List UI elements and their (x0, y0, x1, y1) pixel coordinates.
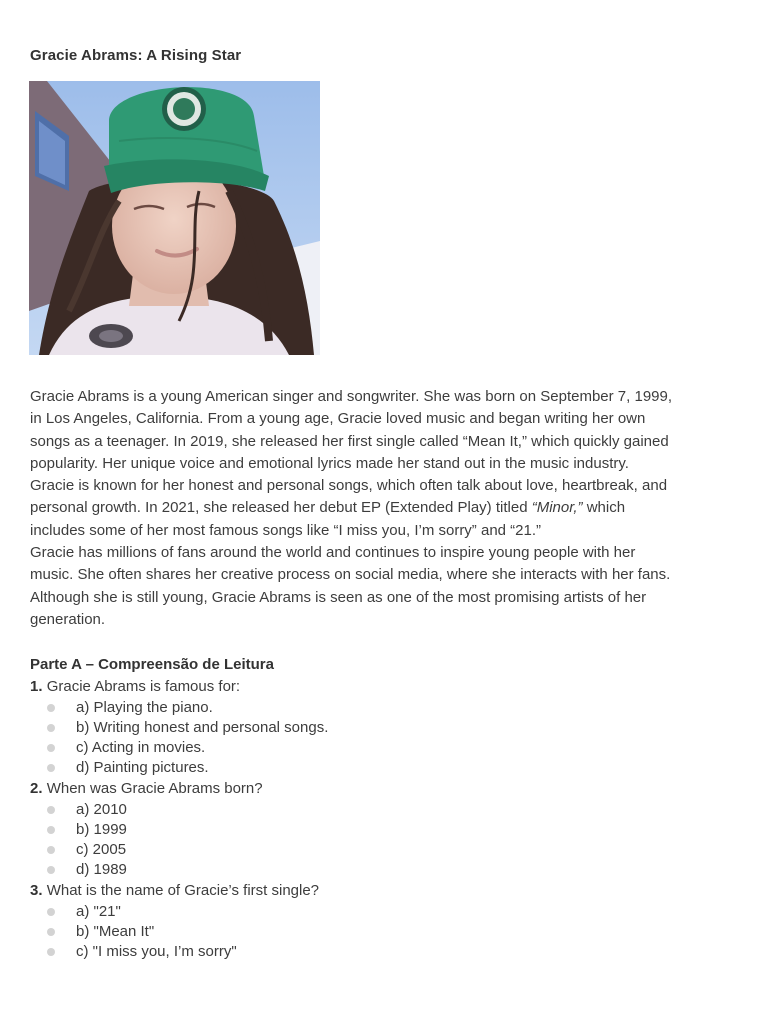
text-line: generation. (30, 610, 106, 628)
bullet-icon (47, 826, 55, 834)
bullet-icon (47, 704, 55, 712)
option-label: d) 1989 (76, 861, 127, 878)
quiz-heading: Parte A – Compreensão de Leitura (30, 656, 274, 673)
bullet-icon (47, 866, 55, 874)
option-label: b) 1999 (76, 821, 127, 838)
answer-option[interactable] (30, 942, 742, 962)
question-text: Gracie Abrams is famous for: (46, 678, 241, 695)
question-number: 1. (30, 678, 43, 695)
bullet-icon (47, 806, 55, 814)
text-fragment: personal growth. In 2021, she released her debut EP (Extended Play) titled (30, 499, 532, 517)
option-label: a) "21" (76, 903, 121, 920)
bullet-icon (47, 948, 55, 956)
question-1 (30, 676, 742, 778)
option-label: a) 2010 (76, 801, 127, 818)
bullet-icon (47, 744, 55, 752)
answer-options (30, 800, 742, 880)
bullet-icon (47, 908, 55, 916)
photo-illustration (29, 81, 320, 355)
bullet-icon (47, 764, 55, 772)
bullet-icon (47, 724, 55, 732)
answer-option[interactable] (30, 738, 742, 758)
text-line: music. She often shares her creative process on social media, where she interacts with her fans. (30, 566, 671, 584)
text-line: in Los Angeles, California. From a young age, Gracie loved music and began writing her own (30, 410, 646, 428)
answer-option[interactable] (30, 698, 742, 718)
question-prompt (30, 676, 742, 698)
question-number: 3. (30, 882, 43, 899)
question-prompt (30, 880, 742, 902)
article-paragraph-1 (30, 386, 742, 542)
option-label: b) "Mean It" (76, 923, 155, 940)
answer-options (30, 902, 742, 962)
question-prompt (30, 778, 742, 800)
ep-title-italic: “Minor,” (531, 499, 583, 517)
answer-options (30, 698, 742, 778)
text-line: Although she is still young, Gracie Abrams is seen as one of the most promising artists of her (30, 588, 647, 606)
question-text: When was Gracie Abrams born? (46, 780, 263, 797)
answer-option[interactable] (30, 860, 742, 880)
text-line: includes some of her most famous songs like “I miss you, I’m sorry” and “21.” (30, 521, 542, 539)
answer-option[interactable] (30, 840, 742, 860)
text-line (30, 497, 742, 519)
answer-option[interactable] (30, 820, 742, 840)
text-line: Gracie Abrams is a young American singer and songwriter. She was born on September 7, 1999, (30, 388, 673, 405)
text-line: Gracie is known for her honest and personal songs, which often talk about love, heartbreak, and (30, 477, 668, 495)
option-label: c) Acting in movies. (76, 739, 206, 756)
option-label: c) "I miss you, I’m sorry" (76, 943, 237, 960)
question-text: What is the name of Gracie’s first single? (46, 882, 320, 899)
text-fragment: which (582, 499, 626, 517)
question-number: 2. (30, 780, 43, 797)
question-3 (30, 880, 742, 962)
bullet-icon (47, 846, 55, 854)
answer-option[interactable] (30, 758, 742, 778)
text-line: Gracie has millions of fans around the world and continues to inspire young people with her (30, 544, 636, 562)
answer-option[interactable] (30, 800, 742, 820)
quiz-section (30, 654, 742, 962)
option-label: c) 2005 (76, 841, 127, 858)
text-line: popularity. Her unique voice and emotional lyrics made her stand out in the music industry. (30, 454, 629, 472)
option-label: b) Writing honest and personal songs. (76, 719, 329, 736)
answer-option[interactable] (30, 922, 742, 942)
article-paragraph-2 (30, 542, 742, 631)
option-label: a) Playing the piano. (76, 699, 213, 716)
document-title: Gracie Abrams: A Rising Star (30, 47, 242, 64)
option-label: d) Painting pictures. (76, 759, 209, 776)
question-2 (30, 778, 742, 880)
answer-option[interactable] (30, 902, 742, 922)
artist-photo (29, 81, 320, 355)
answer-option[interactable] (30, 718, 742, 738)
text-line: songs as a teenager. In 2019, she released her first single called “Mean It,” which quickly gained (30, 432, 669, 450)
bullet-icon (47, 928, 55, 936)
article-body (30, 386, 742, 631)
